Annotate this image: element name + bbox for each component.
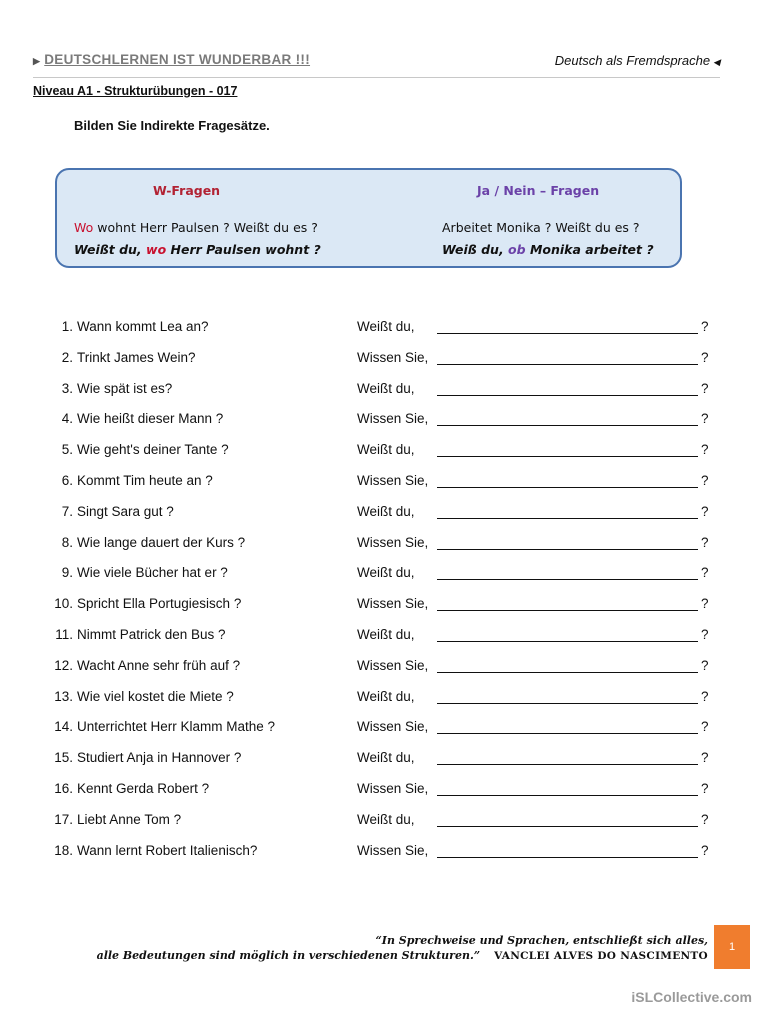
question-text: Wann lernt Robert Italienisch?: [77, 842, 258, 858]
answer-line[interactable]: [437, 641, 698, 642]
answer-line[interactable]: [437, 826, 698, 827]
w-example-question: Wo wohnt Herr Paulsen ? Weißt du es ?: [74, 220, 318, 235]
question-text: Wie spät ist es?: [77, 380, 173, 396]
question-row: [33, 442, 723, 462]
footer-quote: “In Sprechweise und Sprachen, entschließt sich alles, alle Bedeutungen sind möglich in verschiedenen Strukturen.” VANCLEI ALVES DO NASCIMENTO: [96, 934, 708, 962]
question-mark: ?: [701, 442, 709, 458]
question-mark: ?: [701, 657, 709, 673]
answer-line[interactable]: [437, 395, 698, 396]
answer-prompt: Wissen Sie,: [357, 349, 429, 365]
page-number-badge: 1: [714, 925, 750, 969]
answer-prompt: Weißt du,: [357, 380, 415, 396]
answer-prompt: Wissen Sie,: [357, 534, 429, 550]
question-text: Studiert Anja in Hannover ?: [77, 750, 242, 766]
brand-watermark: iSLCollective.com: [631, 989, 752, 1005]
question-number: 6.: [61, 473, 73, 488]
question-number: 4.: [61, 411, 73, 427]
level-title: Niveau A1 - Strukturübungen - 017: [33, 84, 238, 98]
answer-prompt: Wissen Sie,: [357, 596, 429, 612]
question-text: Wie viele Bücher hat er ?: [77, 565, 228, 581]
question-text: Wie lange dauert der Kurs ?: [77, 534, 246, 550]
answer-line[interactable]: [437, 487, 698, 488]
question-row: [33, 781, 723, 801]
header-left-title: ▶ DEUTSCHLERNEN IST WUNDERBAR !!!: [33, 52, 311, 67]
question-number: 5.: [61, 442, 73, 458]
answer-line[interactable]: [437, 795, 698, 796]
w-example-answer: Weißt du, wo Herr Paulsen wohnt ?: [74, 242, 321, 257]
j-example-answer: Weiß du, ob Monika arbeitet ?: [442, 242, 654, 257]
answer-line[interactable]: [437, 579, 698, 580]
question-number: 9.: [61, 565, 73, 581]
answer-line[interactable]: [437, 456, 698, 457]
answer-line[interactable]: [437, 703, 698, 704]
question-mark: ?: [701, 534, 709, 550]
question-mark: ?: [701, 473, 709, 488]
question-row: [33, 596, 723, 616]
question-text: Kennt Gerda Robert ?: [77, 781, 210, 796]
question-text: Wie heißt dieser Mann ?: [77, 411, 224, 427]
answer-prompt: Weißt du,: [357, 565, 415, 581]
question-number: 1.: [61, 319, 73, 334]
answer-line[interactable]: [437, 857, 698, 858]
answer-prompt: Wissen Sie,: [357, 781, 429, 796]
question-mark: ?: [701, 781, 709, 796]
j-example-question: Arbeitet Monika ? Weißt du es ?: [442, 220, 640, 235]
question-mark: ?: [701, 719, 709, 735]
answer-line[interactable]: [437, 672, 698, 673]
question-text: Wie geht's deiner Tante ?: [77, 442, 229, 458]
question-row: [33, 627, 723, 647]
question-text: Wie viel kostet die Miete ?: [77, 688, 234, 704]
question-number: 11.: [55, 627, 73, 642]
question-number: 12.: [54, 657, 73, 673]
question-mark: ?: [701, 503, 709, 519]
answer-line[interactable]: [437, 610, 698, 611]
question-text: Wacht Anne sehr früh auf ?: [77, 657, 241, 673]
question-row: [33, 350, 723, 370]
question-text: Nimmt Patrick den Bus ?: [77, 627, 226, 642]
question-row: [33, 535, 723, 555]
answer-prompt: Weißt du,: [357, 750, 415, 766]
question-number: 15.: [54, 750, 73, 766]
answer-prompt: Wissen Sie,: [357, 411, 429, 427]
question-text: Wann kommt Lea an?: [77, 319, 209, 334]
question-mark: ?: [701, 811, 709, 827]
question-row: [33, 658, 723, 678]
answer-line[interactable]: [437, 425, 698, 426]
question-number: 17.: [54, 811, 73, 827]
question-row: [33, 473, 723, 493]
question-mark: ?: [701, 596, 709, 612]
answer-prompt: Weißt du,: [357, 811, 415, 827]
question-mark: ?: [701, 319, 709, 334]
question-text: Trinkt James Wein?: [77, 349, 196, 365]
question-number: 13.: [54, 688, 73, 704]
triangle-left-icon: ◀: [713, 57, 720, 67]
answer-line[interactable]: [437, 333, 698, 334]
header-divider: [33, 77, 720, 78]
question-row: [33, 812, 723, 832]
answer-prompt: Wissen Sie,: [357, 657, 429, 673]
question-mark: ?: [701, 349, 709, 365]
question-number: 7.: [61, 503, 73, 519]
question-number: 10.: [54, 596, 73, 612]
question-row: [33, 719, 723, 739]
triangle-right-icon: ▶: [33, 56, 41, 66]
answer-line[interactable]: [437, 518, 698, 519]
question-row: [33, 565, 723, 585]
question-row: [33, 750, 723, 770]
answer-line[interactable]: [437, 733, 698, 734]
question-mark: ?: [701, 688, 709, 704]
question-text: Kommt Tim heute an ?: [77, 473, 213, 488]
question-row: [33, 843, 723, 863]
answer-prompt: Weißt du,: [357, 319, 415, 334]
answer-prompt: Weißt du,: [357, 627, 415, 642]
instruction: Bilden Sie Indirekte Fragesätze.: [74, 118, 270, 133]
quote-author: VANCLEI ALVES DO NASCIMENTO: [494, 950, 708, 962]
question-mark: ?: [701, 380, 709, 396]
question-number: 14.: [54, 719, 73, 735]
question-number: 2.: [61, 349, 73, 365]
answer-prompt: Weißt du,: [357, 688, 415, 704]
question-text: Liebt Anne Tom ?: [77, 811, 182, 827]
answer-prompt: Wissen Sie,: [357, 473, 429, 488]
question-row: [33, 381, 723, 401]
question-row: [33, 411, 723, 431]
answer-line[interactable]: [437, 549, 698, 550]
question-row: [33, 689, 723, 709]
question-number: 3.: [61, 380, 73, 396]
header-right-title: Deutsch als Fremdsprache ◀: [554, 53, 720, 68]
question-mark: ?: [701, 627, 709, 642]
answer-prompt: Weißt du,: [357, 503, 415, 519]
question-number: 18.: [54, 842, 73, 858]
question-text: Spricht Ella Portugiesisch ?: [77, 596, 242, 612]
example-box: [55, 168, 682, 268]
question-mark: ?: [701, 565, 709, 581]
answer-line[interactable]: [437, 364, 698, 365]
answer-prompt: Wissen Sie,: [357, 842, 429, 858]
question-row: [33, 319, 723, 339]
question-number: 8.: [61, 534, 73, 550]
answer-line[interactable]: [437, 764, 698, 765]
w-fragen-heading: W-Fragen: [153, 183, 221, 198]
question-mark: ?: [701, 842, 709, 858]
question-mark: ?: [701, 411, 709, 427]
question-text: Singt Sara gut ?: [77, 503, 174, 519]
question-row: [33, 504, 723, 524]
question-number: 16.: [54, 781, 73, 796]
answer-prompt: Wissen Sie,: [357, 719, 429, 735]
answer-prompt: Weißt du,: [357, 442, 415, 458]
question-text: Unterrichtet Herr Klamm Mathe ?: [77, 719, 276, 735]
ja-nein-heading: Ja / Nein – Fragen: [477, 183, 600, 198]
question-mark: ?: [701, 750, 709, 766]
